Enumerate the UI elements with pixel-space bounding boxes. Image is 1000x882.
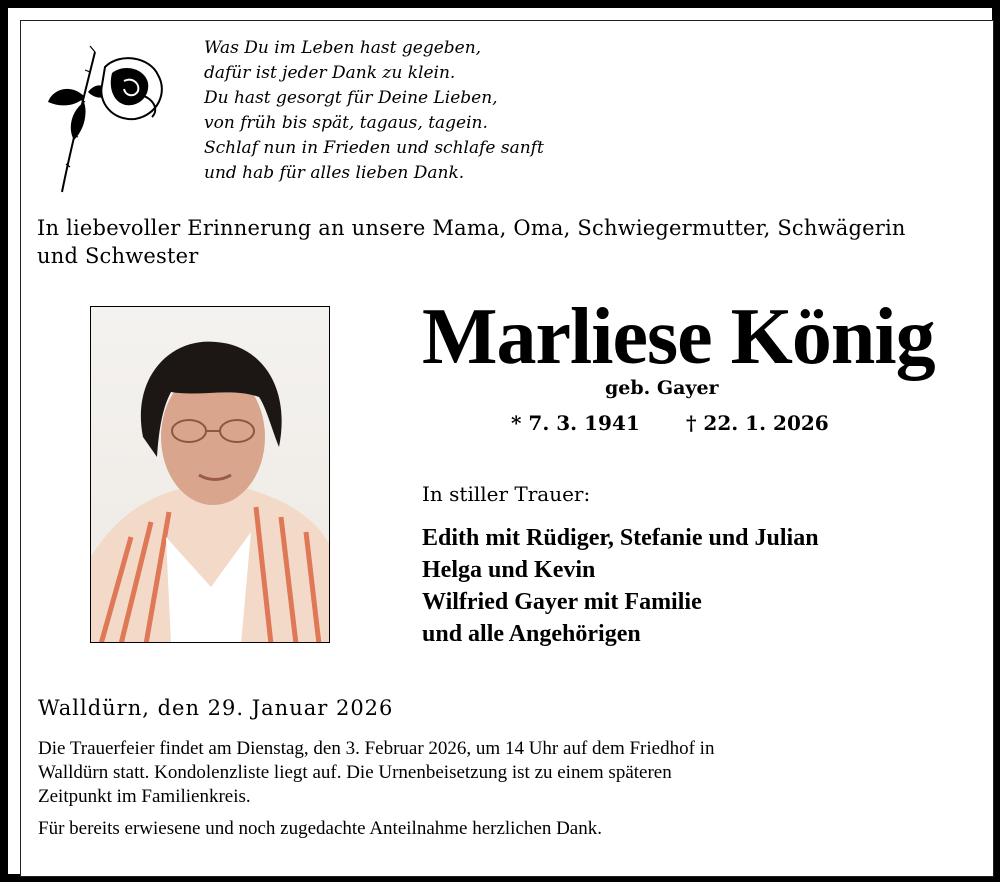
poem [204,36,544,186]
mourners-heading: In stiller Trauer: [422,482,591,506]
death-date: † 22. 1. 2026 [686,411,829,435]
place-date: Walldürn, den 29. Januar 2026 [38,696,394,720]
poem-line: und hab für alles lieben Dank. [204,163,465,183]
poem-line: dafür ist jeder Dank zu klein. [204,63,456,83]
birth-date: * 7. 3. 1941 [511,411,640,435]
details-line: Walldürn statt. Kondolenzliste liegt auf. Die Urnenbeisetzung ist zu einem späteren [38,762,672,783]
portrait-photo [90,306,330,643]
details-line: Zeitpunkt im Familienkreis. [38,786,251,807]
details-line: Die Trauerfeier findet am Dienstag, den 3. Februar 2026, um 14 Uhr auf dem Friedhof in [38,738,715,759]
mourner-line: Wilfried Gayer mit Familie [422,589,702,615]
intro-text [37,214,906,270]
mourner-line: Helga und Kevin [422,557,596,583]
intro-line: In liebevoller Erinnerung an unsere Mama, Oma, Schwiegermutter, Schwägerin [37,216,906,240]
thanks-line: Für bereits erwiesene und noch zugedachte Anteilnahme herzlichen Dank. [38,818,602,839]
poem-line: von früh bis spät, tagaus, tagein. [204,113,488,133]
mourner-line: Edith mit Rüdiger, Stefanie und Julian [422,525,819,551]
poem-line: Du hast gesorgt für Deine Lieben, [204,88,498,108]
poem-line: Was Du im Leben hast gegeben, [204,38,482,58]
funeral-details [38,737,714,841]
rose-icon [40,42,180,197]
deceased-name: Marliese König [422,293,935,381]
birth-name: geb. Gayer [605,377,719,399]
mourner-line: und alle Angehörigen [422,621,641,647]
intro-line: und Schwester [37,244,199,268]
poem-line: Schlaf nun in Frieden und schlafe sanft [204,138,544,158]
